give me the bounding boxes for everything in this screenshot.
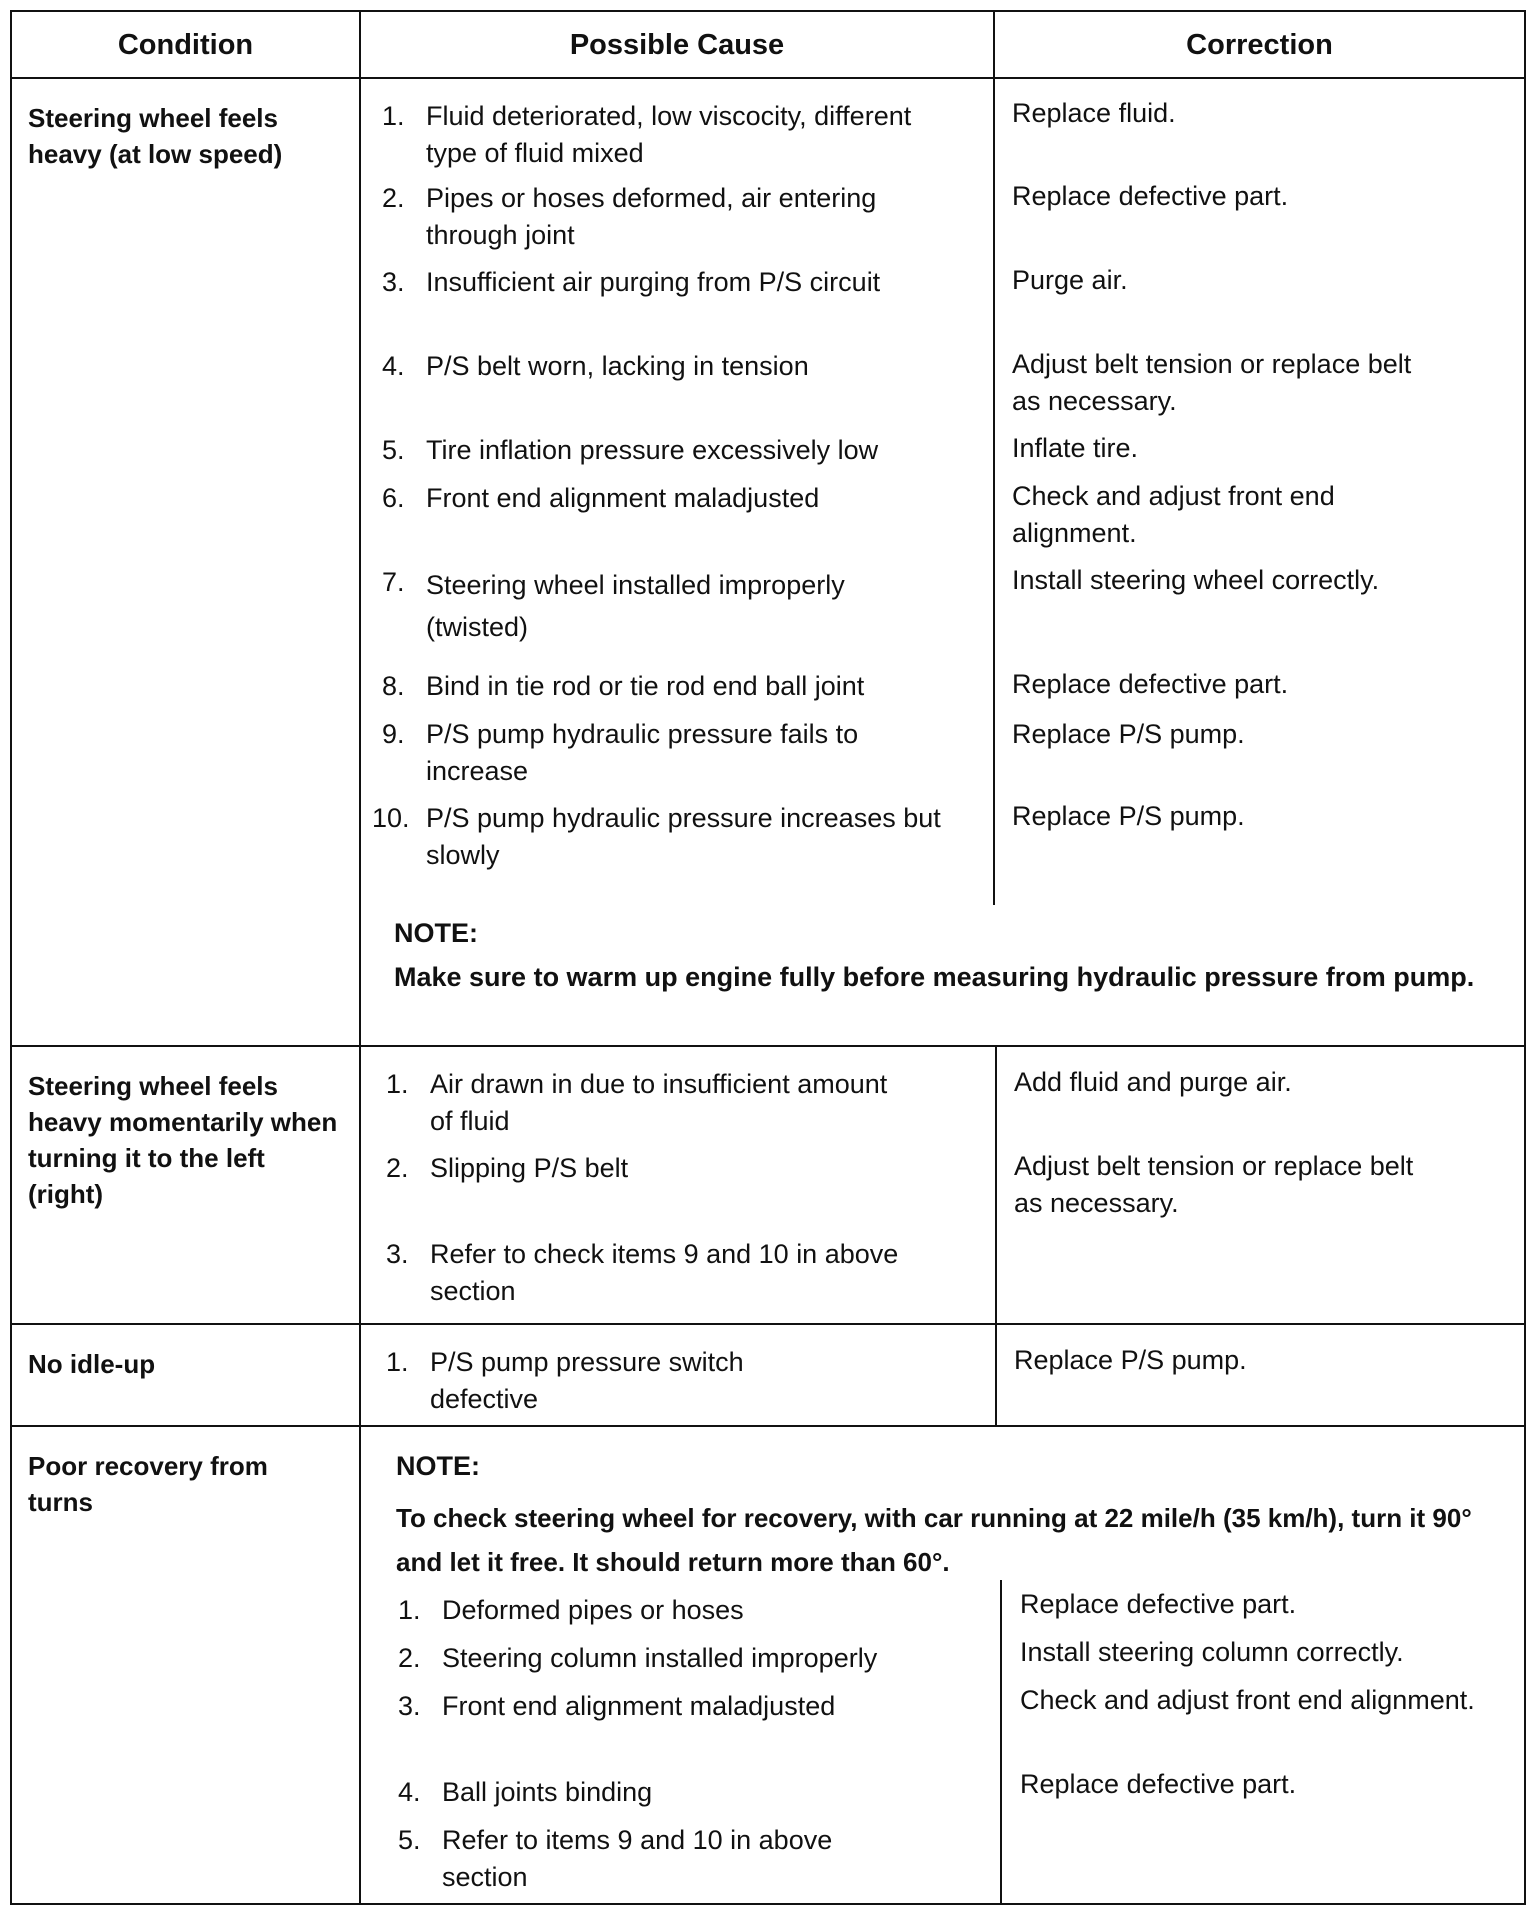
correction-text: Replace defective part. (1012, 669, 1289, 699)
row-divider-1 (10, 1045, 1526, 1047)
cause-number: 2. (398, 1643, 421, 1673)
cause-number: 3. (382, 267, 405, 297)
correction-text: Check and adjust front end alignment. (1020, 1685, 1475, 1715)
correction-text: Install steering wheel correctly. (1012, 565, 1380, 595)
correction-text: Replace P/S pump. (1014, 1345, 1247, 1375)
correction-text: Replace fluid. (1012, 98, 1176, 128)
cause-text: Slipping P/S belt (430, 1153, 629, 1183)
correction-text: Replace defective part. (1020, 1769, 1297, 1799)
cause-number: 1. (382, 101, 405, 131)
cause-item (382, 98, 992, 172)
cause-item (398, 1592, 1008, 1629)
cause-text: Fluid deteriorated, low viscocity, different type of fluid mixed (426, 101, 912, 168)
cause-item (386, 1150, 996, 1187)
cause-text: Deformed pipes or hoses (442, 1595, 744, 1625)
cause-text: Refer to items 9 and 10 in above section (442, 1825, 833, 1892)
note-title: NOTE: (394, 918, 478, 948)
cause-item (372, 800, 982, 874)
correction-text: Inflate tire. (1012, 433, 1139, 463)
condition-heavy-low-speed: Steering wheel feels heavy (at low speed) (28, 103, 283, 169)
cause-number: 4. (382, 351, 405, 381)
header-possible-cause: Possible Cause (569, 29, 785, 61)
cause-number: 10. (372, 803, 410, 833)
cause-item (398, 1774, 1008, 1811)
cause-number: 2. (382, 183, 405, 213)
correction-text: Add fluid and purge air. (1014, 1067, 1292, 1097)
cause-item (382, 480, 992, 517)
correction-text: Purge air. (1012, 265, 1128, 295)
cause-number: 6. (382, 483, 405, 513)
cause-text: P/S belt worn, lacking in tension (426, 351, 809, 381)
correction-text: Adjust belt tension or replace belt as necessary. (1012, 349, 1412, 416)
cause-item (382, 716, 992, 790)
cause-number: 5. (398, 1825, 421, 1855)
cause-item (386, 1236, 996, 1310)
cause-item (382, 264, 992, 301)
cause-text: Front end alignment maladjusted (442, 1691, 836, 1721)
cause-text: Air drawn in due to insufficient amount of fluid (430, 1069, 888, 1136)
cause-item (398, 1640, 1008, 1677)
cause-text: Steering wheel installed improperly (twisted) (426, 570, 845, 642)
cause-text: Steering column installed improperly (442, 1643, 878, 1673)
cause-number: 5. (382, 435, 405, 465)
cause-text: Front end alignment maladjusted (426, 483, 820, 513)
cause-text: Ball joints binding (442, 1777, 653, 1807)
cause-item (382, 348, 992, 385)
cause-text: Bind in tie rod or tie rod end ball joint (426, 671, 865, 701)
correction-text: Replace P/S pump. (1012, 719, 1245, 749)
cause-text: Refer to check items 9 and 10 in above section (430, 1239, 899, 1306)
cause-text: P/S pump hydraulic pressure fails to increase (426, 719, 859, 786)
note-title: NOTE: (396, 1451, 480, 1481)
row-divider-3 (10, 1425, 1526, 1427)
correction-text: Check and adjust front end alignment. (1012, 481, 1335, 548)
column-divider-cause-top (993, 10, 995, 905)
cause-item (386, 1066, 996, 1140)
cause-number: 3. (398, 1691, 421, 1721)
cause-text: Tire inflation pressure excessively low (426, 435, 879, 465)
cause-number: 9. (382, 719, 405, 749)
cause-number: 2. (386, 1153, 409, 1183)
cause-item (382, 564, 992, 648)
correction-text: Adjust belt tension or replace belt as necessary. (1014, 1151, 1414, 1218)
header-condition: Condition (117, 29, 254, 61)
header-divider (10, 77, 1526, 79)
cause-number: 7. (382, 567, 405, 597)
cause-item (382, 180, 992, 254)
cause-item (398, 1688, 1008, 1725)
condition-poor-recovery: Poor recovery from turns (28, 1451, 268, 1517)
column-divider-condition (359, 10, 361, 1905)
cause-number: 1. (386, 1347, 409, 1377)
correction-text: Replace defective part. (1012, 181, 1289, 211)
cause-number: 1. (398, 1595, 421, 1625)
cause-item (386, 1344, 996, 1418)
condition-no-idle-up: No idle-up (28, 1349, 156, 1379)
cause-number: 8. (382, 671, 405, 701)
cause-number: 4. (398, 1777, 421, 1807)
row-divider-2 (10, 1323, 1526, 1325)
note-text: Make sure to warm up engine fully before measuring hydraulic pressure from pump. (394, 962, 1475, 992)
cause-text: Pipes or hoses deformed, air entering through joint (426, 183, 877, 250)
correction-text: Replace defective part. (1020, 1589, 1297, 1619)
correction-text: Replace P/S pump. (1012, 801, 1245, 831)
cause-text: Insufficient air purging from P/S circuit (426, 267, 881, 297)
cause-item (398, 1822, 1008, 1896)
condition-heavy-momentarily: Steering wheel feels heavy momentarily when turning it to the left (right) (28, 1071, 338, 1209)
header-correction: Correction (1186, 29, 1333, 61)
correction-text: Install steering column correctly. (1020, 1637, 1404, 1667)
cause-text: P/S pump hydraulic pressure increases but slowly (426, 803, 941, 870)
cause-item (382, 668, 992, 705)
cause-number: 3. (386, 1239, 409, 1269)
cause-item (382, 432, 992, 469)
cause-number: 1. (386, 1069, 409, 1099)
cause-text: P/S pump pressure switch defective (430, 1347, 744, 1414)
note-text: To check steering wheel for recovery, with car running at 22 mile/h (35 km/h), turn it 90° and let it free. It should return more than 60°. (396, 1503, 1472, 1577)
